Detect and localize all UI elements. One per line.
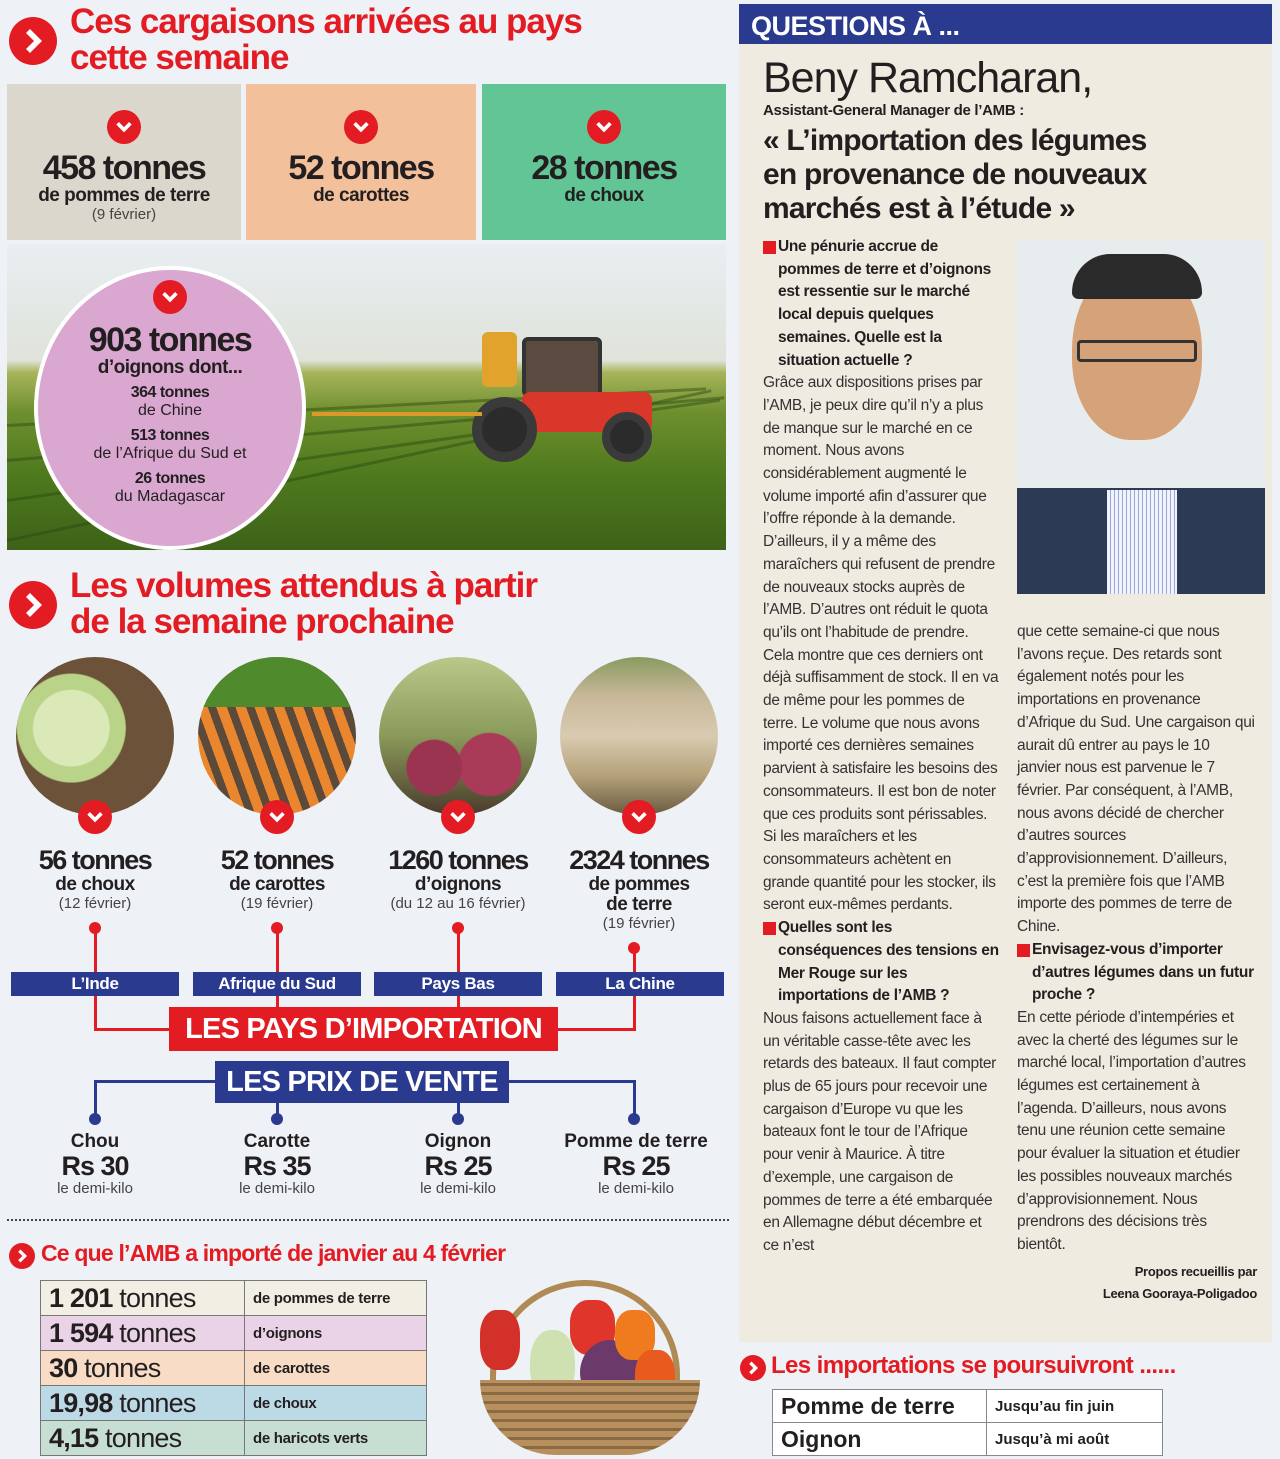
table-row: 4,15 tonnes de haricots verts [41,1421,427,1456]
table-row: 1 594 tonnes d’oignons [41,1316,427,1351]
table-row: 1 201 tonnes de pommes de terre [41,1281,427,1316]
interview-panel [739,44,1272,1342]
credit-label: Propos recueillis par [1134,1263,1257,1279]
section-title-arrivals: Ces cargaisons arrivées au pays cette semaine [70,2,582,77]
answer: En cette période d’intempéries et avec la cherté des légumes sur le marché local, l’importation d’autres légumes est certainement à l’agenda. D’ailleurs, nous avons tenu une réunion cette semaine pour évaluer la situation et étudier les possibles nouveaux marchés d’approvisionnement. Nous prendrons des décisions très bientôt. [1017,1008,1246,1253]
chevron-down-icon [78,800,112,834]
chevron-right-icon [9,17,57,65]
interviewee-portrait [1017,240,1265,594]
expected-volume-onions: 1260 tonnes d’oignons (du 12 au 16 février) [388,845,528,912]
cabbage-photo [16,657,174,815]
price-onion: Oignon Rs 25 le demi-kilo [420,1131,496,1197]
table-row: Oignon Jusqu’à mi août [773,1423,1163,1456]
onions-callout: 903 tonnes d’oignons dont... 364 tonnes de Chine 513 tonnes de l’Afrique du Sud et 26 tonnes du Madagascar [34,266,306,550]
connector-dot [89,1113,101,1125]
chevron-down-icon [153,280,187,314]
selling-prices-label: LES PRIX DE VENTE [215,1061,509,1103]
interviewee-name: Beny Ramcharan, [763,54,1093,102]
question: Une pénurie accrue de pommes de terre et d’oignons est ressentie sur le marché local depuis quelques semaines. Quelle est la situation actuelle ? [763,236,999,372]
carrots-photo [198,657,356,815]
chevron-down-icon [441,800,475,834]
price-carrot: Carotte Rs 35 le demi-kilo [239,1131,315,1197]
imports-table [40,1280,427,1456]
question: Envisagez-vous d’importer d’autres légumes dans un futur proche ? [1017,939,1257,1007]
country-south-africa: Afrique du Sud [193,972,361,996]
question: Quelles sont les conséquences des tensions en Mer Rouge sur les importations de l’AMB ? [763,917,999,1008]
divider [7,1219,729,1221]
country-china: La Chine [556,972,724,996]
chevron-down-icon [344,110,378,144]
expected-volume-carrots: 52 tonnes de carottes (19 février) [220,845,334,912]
chevron-right-icon [740,1355,766,1381]
connector-dot [452,1113,464,1125]
import-countries-label: LES PAYS D’IMPORTATION [169,1007,558,1051]
price-cabbage: Chou Rs 30 le demi-kilo [57,1131,133,1197]
chevron-right-icon [9,581,57,629]
price-potato: Pomme de terre Rs 25 le demi-kilo [564,1131,708,1197]
connector-dot [628,1113,640,1125]
onions-photo [379,657,537,815]
credit-author: Leena Gooraya-Poligadoo [1102,1286,1257,1302]
interview-headline: « L’importation des légumes en provenance de nouveaux marchés est à l’étude » [763,124,1147,225]
chevron-down-icon [587,110,621,144]
answer: Nous faisons actuellement face à un véritable casse-tête avec les retards des bateaux. Il faut compter plus de 65 jours pour recevoir une cargaison d’Europe vu que les bateaux font le tour de l’Afrique pour venir à Maurice. À titre d’exemple, une cargaison de pommes de terre a été embarquée en Allemagne début décembre et ce n’est [763,1009,997,1254]
country-netherlands: Pays Bas [374,972,542,996]
table-row: 19,98 tonnes de choux [41,1386,427,1421]
section-title-imported: Ce que l’AMB a importé de janvier au 4 février [41,1240,506,1266]
connector-dot [271,1113,283,1125]
chevron-down-icon [260,800,294,834]
answer: Grâce aux dispositions prises par l’AMB, je peux dire qu’il n’y a plus de manque sur le marché en ce moment. Nous avons considérablement augmenté le volume importé afin d’assurer que l’offre réponde à la demande. D’ailleurs, il y a même des maraîchers qui refusent de prendre de nouveaux stocks auprès de l’AMB. D’autres ont réduit le quota qu’ils ont l’habitude de prendre. Cela montre que ces derniers ont déjà suffisamment de stock. Il en va de même pour les pommes de terre. Le volume que nous avons importé ces dernières semaines parvient à satisfaire les besoins des consommateurs. Il est bon de noter que ces produits sont périssables. Si les maraîchers et les consommateurs achètent en grande quantité pour les stocker, ils seront eux-mêmes perdants. [763,374,999,914]
interview-column-1 [763,236,999,1258]
arrival-box-potatoes: 458 tonnes de pommes de terre (9 février) [7,84,241,240]
questions-header: QUESTIONS À ... [739,4,1272,46]
section-title-continuation: Les importations se poursuivront ...... [771,1352,1176,1379]
country-india: L’Inde [11,972,179,996]
interview-column-2 [1017,621,1257,1306]
vegetable-basket-photo [450,1270,720,1455]
chevron-down-icon [622,800,656,834]
tractor-illustration [462,332,652,452]
potatoes-photo [560,657,718,815]
chevron-down-icon [107,110,141,144]
table-row: Pomme de terre Jusqu’au fin juin [773,1390,1163,1423]
expected-volume-potatoes: 2324 tonnes de pommes de terre (19 février) [569,845,709,932]
arrival-box-carrots: 52 tonnes de carottes [246,84,476,240]
section-title-expected: Les volumes attendus à partir de la semaine prochaine [70,566,537,641]
interviewee-role: Assistant-General Manager de l’AMB : [763,102,1024,119]
answer: que cette semaine-ci que nous l’avons reçue. Des retards sont également notés pour les importations en provenance d’Afrique du Sud. Une cargaison qui aurait dû entrer au pays le 10 janvier nous est parvenue le 7 février. Par conséquent, à l’AMB, nous avons décidé de chercher d’autres sources d’approvisionnement. D’ailleurs, c’est la première fois que l’AMB importe des pommes de terre de Chine. [1017,623,1255,936]
table-row: 30 tonnes de carottes [41,1351,427,1386]
chevron-right-icon [9,1243,35,1269]
continuation-table [772,1389,1163,1456]
arrival-box-cabbage: 28 tonnes de choux [482,84,726,240]
expected-volume-cabbage: 56 tonnes de choux (12 février) [38,845,152,912]
